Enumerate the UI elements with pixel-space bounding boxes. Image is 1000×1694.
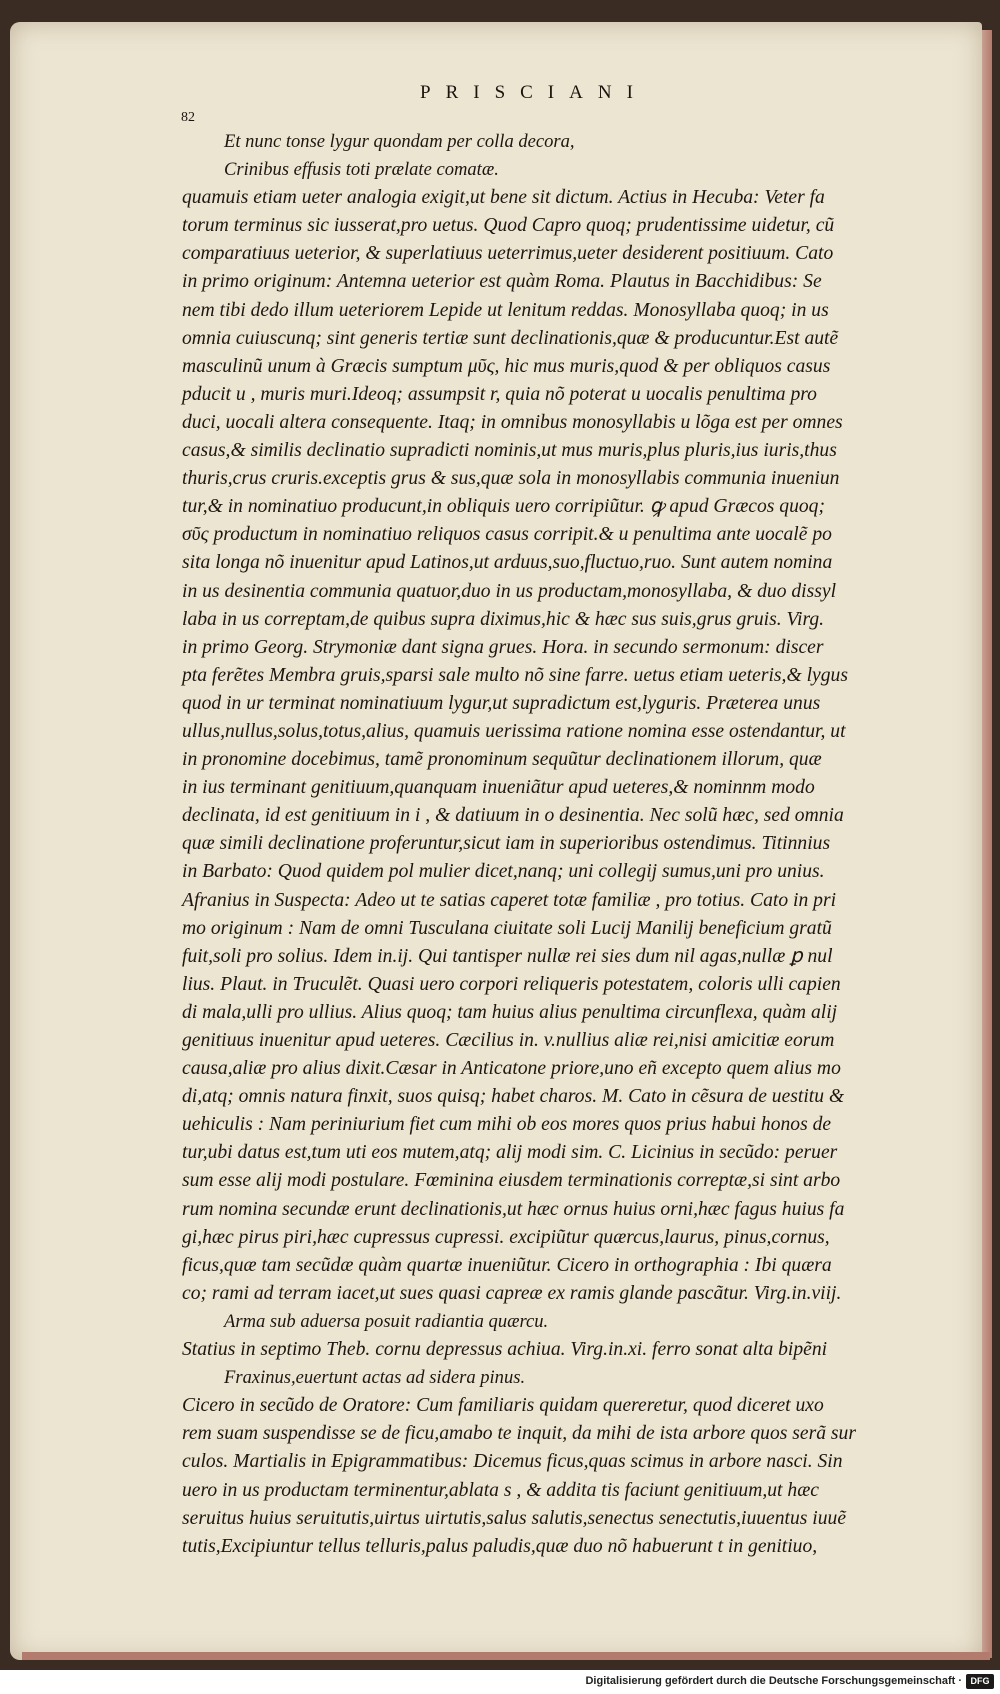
text-line: omnia cuiuscunq; sint generis tertiæ sunt declinationis,quæ & producuntur.Est autẽ (182, 327, 839, 349)
text-line: di mala,ulli pro ullius. Alius quoq; tam huius alius penultima circunflexa, quàm alij (182, 1001, 838, 1023)
page-number: 82 (181, 110, 195, 125)
text-line: comparatiuus ueterior, & superlatiuus ueterrimus,ueter desiderent positiuum. Cato (182, 243, 834, 265)
text-line: mo originum : Nam de omni Tusculana ciuitate soli Lucij Manilij beneficium gratũ (182, 917, 832, 939)
text-line: in pronomine docebimus, tamẽ pronominum sequũtur declinationem illorum, quæ (182, 749, 822, 771)
text-line: masculinũ unum à Græcis sumptum μῦς, hic mus muris,quod & per obliquos casus (182, 355, 831, 377)
text-line: quamuis etiam ueter analogia exigit,ut bene sit dictum. Actius in Hecuba: Veter fa (182, 187, 825, 209)
text-line: in primo originum: Antemna ueterior est quàm Roma. Plautus in Bacchidibus: Se (182, 271, 822, 293)
text-line: quod in ur terminat nominatiuum lygur,ut supradictum est,lyguris. Præterea unus (182, 692, 821, 714)
text-line: sum esse alij modi postulare. Fœminina eiusdem terminationis correptæ,si sint arbo (182, 1170, 841, 1192)
text-line: pducit u , muris muri.Ideoq; assumpsit r, quia nõ poterat u uocalis penultima pro (182, 383, 817, 405)
verse-line: Et nunc tonse lygur quondam per colla decora, (224, 131, 575, 152)
digitization-credit: Digitalisierung gefördert durch die Deutsche Forschungsgemeinschaft · (585, 1675, 962, 1687)
text-line: uero in us productam terminentur,ablata s , & addita tis faciunt genitiuum,ut hæc (182, 1479, 819, 1501)
verse-line: Crinibus effusis toti prælate comatæ. (224, 159, 499, 181)
text-line: thuris,crus cruris.exceptis grus & sus,quæ sola in monosyllabis communia inueniun (182, 468, 840, 490)
text-line: ficus,quæ tam secũdæ quàm quartæ inueniũtur. Cicero in orthographia : Ibi quæra (182, 1254, 832, 1276)
body-text (182, 128, 978, 1561)
text-line: co; rami ad terram iacet,ut sues quasi capreæ ex ramis glande pascãtur. Virg.in.viij. (182, 1282, 842, 1304)
text-line: σῦς productum in nominatiuo reliquos casus corripit.& u penultima ante uocalẽ po (182, 524, 832, 546)
text-line: rum nomina secundæ erunt declinationis,ut hæc ornus huius orni,hæc fagus huius fa (182, 1198, 845, 1220)
text-line: in us desinentia communia quatuor,duo in us productam,monosyllaba, & duo dissyl (182, 580, 837, 602)
text-line: declinata, id est genitiuum in i , & datiuum in o desinentia. Nec solũ hæc, sed omnia (182, 805, 844, 827)
text-line: rem suam suspendisse se de ficu,amabo te inquit, da mihi de ista arbore quos serã sur (182, 1423, 856, 1445)
running-header: PRISCIANI (420, 82, 648, 103)
text-line: tur,ubi datus est,tum uti eos mutem,atq; alij modi sim. C. Licinius in secũdo: peruer (182, 1142, 838, 1164)
text-line: culos. Martialis in Epigrammatibus: Dicemus ficus,quas scimus in arbore nasci. Sin (182, 1451, 843, 1473)
text-line: tur,& in nominatiuo producunt,in obliquis uero corripiũtur. ꝙ apud Græcos quoq; (182, 496, 826, 518)
text-line: causa,aliæ pro alius dixit.Cæsar in Anticatone priore,uno eñ excepto quem alius mo (182, 1058, 841, 1080)
text-line: casus,& similis declinatio supradicti nominis,ut mus muris,plus pluris,ius iuris,thus (182, 440, 837, 462)
text-line: tutis,Excipiuntur tellus telluris,palus paludis,quæ duo nõ habuerunt t in genitiuo, (182, 1535, 818, 1557)
page-bottom-edge (22, 1652, 990, 1660)
text-line: gi,hæc pirus piri,hæc cupressus cupressi. excipiũtur quærcus,laurus, pinus,cornus, (182, 1226, 830, 1248)
text-line: duci, uocali altera consequente. Itaq; in omnibus monosyllabis u lõga est per omnes (182, 411, 843, 433)
text-line: ullus,nullus,solus,totus,alius, quamuis uerissima ratione nomina esse ostendantur, ut (182, 720, 846, 742)
text-line: quæ simili declinatione proferuntur,sicut iam in superioribus ostendimus. Titinnius (182, 833, 831, 855)
text-line: lius. Plaut. in Truculẽt. Quasi uero corpori reliqueris potestatem, coloris ulli capien (182, 973, 841, 995)
text-line: Cicero in secũdo de Oratore: Cum familiaris quidam quereretur, quod diceret uxo (182, 1395, 824, 1417)
text-line: fuit,soli pro solius. Idem in.ij. Qui tantisper nullæ rei sies dum nil agas,nullæ ꝑ nul (182, 945, 833, 967)
text-line: sita longa nõ inuenitur apud Latinos,ut arduus,suo,fluctuo,ruo. Sunt autem nomina (182, 552, 833, 574)
footer-bar (0, 1670, 1000, 1694)
page-edge (982, 30, 992, 1658)
verse-line: Arma sub aduersa posuit radiantia quærcu. (224, 1310, 549, 1332)
verse-line: Fraxinus,euertunt actas ad sidera pinus. (224, 1367, 526, 1389)
text-line: uehiculis : Nam periniurium fiet cum mihi ob eos mores quos prius habui honos de (182, 1114, 832, 1136)
text-line: Afranius in Suspecta: Adeo ut te satias caperet totæ familiæ , pro totius. Cato in pri (182, 889, 837, 911)
text-line: in primo Georg. Strymoniæ dant signa grues. Hora. in secundo sermonum: discer (182, 636, 824, 658)
text-line: in Barbato: Quod quidem pol mulier dicet,nanq; uni collegij sumus,uni pro unius. (182, 861, 825, 883)
text-line: di,atq; omnis natura finxit, suos quisq; habet charos. M. Cato in cẽsura de uestitu & (182, 1086, 845, 1108)
text-line: genitiuus inuenitur apud ueteres. Cæcilius in. v.nullius aliæ rei,nisi amicitiæ eorum (182, 1030, 835, 1051)
text-line: torum terminus sic iusserat,pro uetus. Quod Capro quoq; prudentissime uidetur, cũ (182, 215, 835, 237)
text-line: in ius terminant genitiuum,quanquam inueniãtur apud ueteres,& nominnm modo (182, 777, 815, 799)
text-line: nem tibi dedo illum ueteriorem Lepide ut lenitum reddas. Monosyllaba quoq; in us (182, 299, 829, 321)
text-line: pta ferẽtes Membra gruis,sparsi sale multo nõ sine farre. uetus etiam ueteris,& lygus (182, 664, 848, 686)
text-line: Statius in septimo Theb. cornu depressus achiua. Virg.in.xi. ferro sonat alta bipẽni (182, 1339, 828, 1361)
text-line: laba in us correptam,de quibus supra diximus,hic & hæc sus suis,grus gruis. Virg. (182, 608, 825, 630)
text-line: seruitus huius seruitutis,uirtus uirtutis,salus salutis,senectus senectutis,iuuentus iuuẽ (182, 1507, 847, 1529)
dfg-logo-icon: DFG (966, 1674, 994, 1689)
